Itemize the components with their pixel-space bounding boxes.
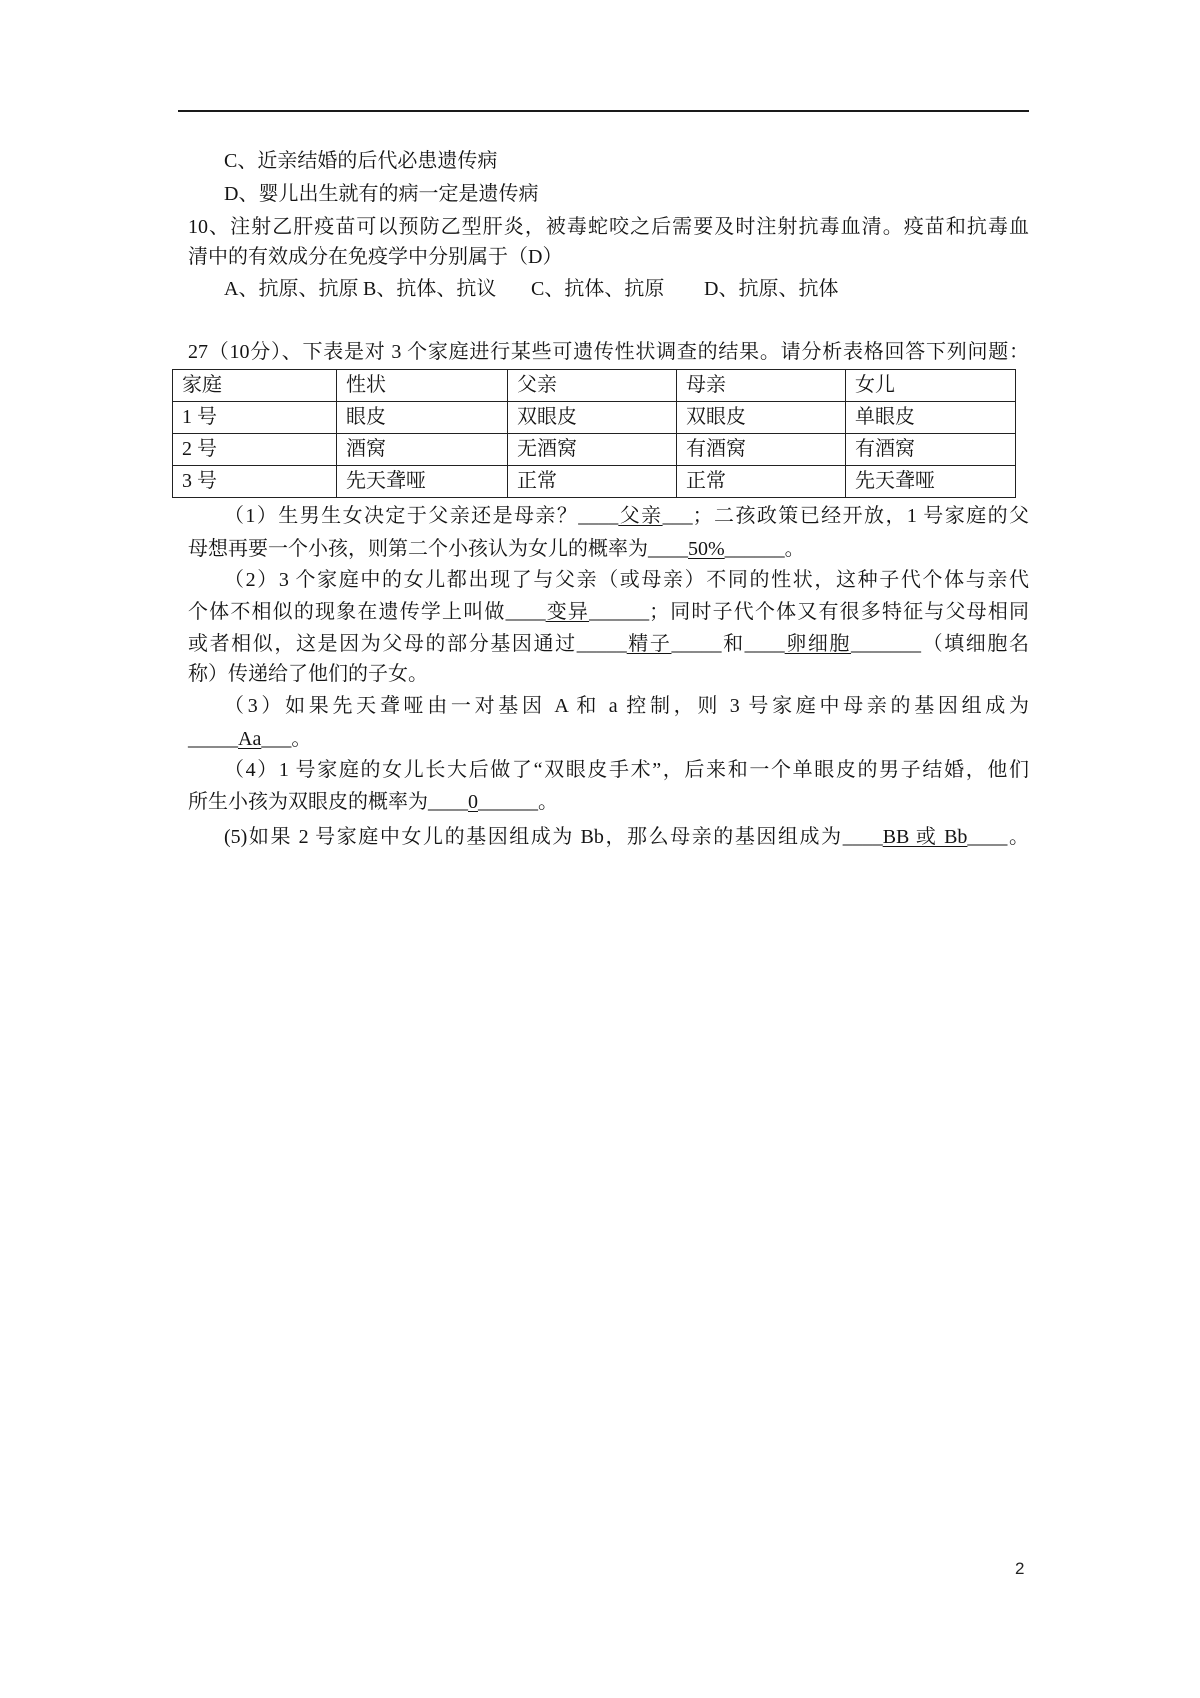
q27-part2-line1: （2）3 个家庭中的女儿都出现了与父亲（或母亲）不同的性状，这种子代个体与亲代 bbox=[224, 569, 1029, 591]
question-text: (5)如果 2 号家庭中女儿的基因组成为 Bb，那么母亲的基因组成为 bbox=[224, 826, 843, 848]
blank-underline: ______ bbox=[478, 791, 538, 813]
answer-blank bbox=[428, 791, 538, 813]
table-cell: 先天聋哑 bbox=[337, 466, 508, 498]
blank-underline: ____ bbox=[648, 538, 688, 560]
table-cell: 先天聋哑 bbox=[846, 466, 1016, 498]
question-text: 个体不相似的现象在遗传学上叫做 bbox=[188, 601, 506, 623]
table-cell: 正常 bbox=[508, 466, 677, 498]
q10-option-c: C、抗体、抗原 bbox=[531, 278, 665, 300]
filled-answer: BB 或 Bb bbox=[882, 826, 968, 848]
question-text: （1）生男生女决定于父亲还是母亲？ bbox=[224, 505, 579, 527]
table-row bbox=[173, 434, 1016, 466]
table-cell: 单眼皮 bbox=[846, 402, 1016, 434]
question-text: 。 bbox=[538, 791, 558, 813]
blank-underline: ____ bbox=[967, 826, 1008, 848]
answer-blank bbox=[745, 633, 921, 655]
blank-underline: ____ bbox=[578, 505, 619, 527]
question-text: 所生小孩为双眼皮的概率为 bbox=[188, 791, 428, 813]
table-header-cell: 家庭 bbox=[173, 370, 337, 402]
question-text: 和 bbox=[721, 633, 745, 655]
table-row bbox=[173, 466, 1016, 498]
q27-part3-line2 bbox=[188, 723, 311, 755]
blank-underline: _______ bbox=[851, 633, 922, 655]
table-header-cell: 父亲 bbox=[508, 370, 677, 402]
blank-underline: _____ bbox=[576, 633, 627, 655]
q27-part5-line1 bbox=[224, 821, 1029, 853]
trait-survey-table bbox=[172, 369, 1016, 498]
table-header-cell: 性状 bbox=[337, 370, 508, 402]
filled-answer: 变异 bbox=[545, 601, 590, 623]
table-row bbox=[173, 402, 1016, 434]
table-cell: 正常 bbox=[677, 466, 846, 498]
table-cell: 酒窝 bbox=[337, 434, 508, 466]
answer-blank bbox=[843, 826, 1008, 848]
filled-answer: 50% bbox=[688, 538, 725, 560]
answer-blank bbox=[506, 601, 650, 623]
question-text: ；二孩政策已经开放，1 号家庭的父 bbox=[692, 505, 1030, 527]
q9-option-d: D、婴儿出生就有的病一定是遗传病 bbox=[224, 183, 539, 205]
blank-underline: ____ bbox=[505, 601, 546, 623]
table-cell: 双眼皮 bbox=[508, 402, 677, 434]
page-number: 2 bbox=[1015, 1559, 1025, 1578]
blank-underline: ____ bbox=[744, 633, 785, 655]
blank-underline: ___ bbox=[261, 728, 292, 750]
q27-part4-line1: （4）1 号家庭的女儿长大后做了“双眼皮手术”，后来和一个单眼皮的男子结婚，他们 bbox=[224, 759, 1029, 781]
table-cell: 3 号 bbox=[173, 466, 337, 498]
question-text: 。 bbox=[1007, 826, 1029, 848]
q27-part2-line4: 称）传递给了他们的子女。 bbox=[188, 663, 428, 685]
blank-underline: ____ bbox=[428, 791, 468, 813]
q27-part2-line3 bbox=[188, 628, 1029, 660]
question-text: 母想再要一个小孩，则第二个小孩认为女儿的概率为 bbox=[188, 538, 648, 560]
q27-part1-line1 bbox=[224, 500, 1029, 532]
filled-answer: 0 bbox=[468, 791, 478, 813]
q9-option-c: C、近亲结婚的后代必患遗传病 bbox=[224, 150, 498, 172]
answer-blank bbox=[648, 538, 785, 560]
q27-part4-line2 bbox=[188, 786, 558, 818]
blank-underline: ___ bbox=[662, 505, 693, 527]
table-cell: 双眼皮 bbox=[677, 402, 846, 434]
answer-blank bbox=[578, 505, 692, 527]
q27-part3-line1: （3）如果先天聋哑由一对基因 A 和 a 控制，则 3 号家庭中母亲的基因组成为 bbox=[224, 695, 1029, 717]
question-text: ；同时子代个体又有很多特征与父母相同 bbox=[649, 601, 1030, 623]
table-header-cell: 女儿 bbox=[846, 370, 1016, 402]
q27-stem: 27（10分）、下表是对 3 个家庭进行某些可遗传性状调查的结果。请分析表格回答下列问题： bbox=[188, 341, 1029, 363]
table-header-row bbox=[173, 370, 1016, 402]
question-text: 或者相似，这是因为父母的部分基因通过 bbox=[188, 633, 577, 655]
filled-answer: 精子 bbox=[626, 633, 672, 655]
q27-part2-line2 bbox=[188, 596, 1029, 628]
blank-underline: _____ bbox=[671, 633, 722, 655]
q27-part1-line2 bbox=[188, 533, 805, 565]
q10-option-d: D、抗原、抗体 bbox=[704, 278, 839, 300]
answer-blank bbox=[188, 728, 291, 750]
blank-underline: ______ bbox=[724, 538, 785, 560]
filled-answer: 父亲 bbox=[618, 505, 663, 527]
q10-option-a: A、抗原、抗原 bbox=[224, 278, 359, 300]
table-cell: 有酒窝 bbox=[677, 434, 846, 466]
q10-stem-line2: 清中的有效成分在免疫学中分别属于（D） bbox=[188, 246, 563, 268]
blank-underline: ____ bbox=[842, 826, 883, 848]
table-cell: 无酒窝 bbox=[508, 434, 677, 466]
table-cell: 有酒窝 bbox=[846, 434, 1016, 466]
blank-underline: ______ bbox=[589, 601, 650, 623]
header-rule bbox=[178, 110, 1029, 112]
filled-answer: 卵细胞 bbox=[784, 633, 852, 655]
table-cell: 1 号 bbox=[173, 402, 337, 434]
question-text: 。 bbox=[784, 538, 805, 560]
blank-underline: _____ bbox=[188, 728, 238, 750]
table-cell: 眼皮 bbox=[337, 402, 508, 434]
q10-stem-line1: 10、注射乙肝疫苗可以预防乙型肝炎，被毒蛇咬之后需要及时注射抗毒血清。疫苗和抗毒血 bbox=[188, 216, 1029, 238]
table-header-cell: 母亲 bbox=[677, 370, 846, 402]
table-cell: 2 号 bbox=[173, 434, 337, 466]
question-text: 。 bbox=[291, 728, 312, 750]
answer-blank bbox=[577, 633, 722, 655]
filled-answer: Aa bbox=[238, 728, 262, 750]
q10-option-b: B、抗体、抗议 bbox=[363, 278, 497, 300]
question-text: （填细胞名 bbox=[921, 633, 1029, 655]
